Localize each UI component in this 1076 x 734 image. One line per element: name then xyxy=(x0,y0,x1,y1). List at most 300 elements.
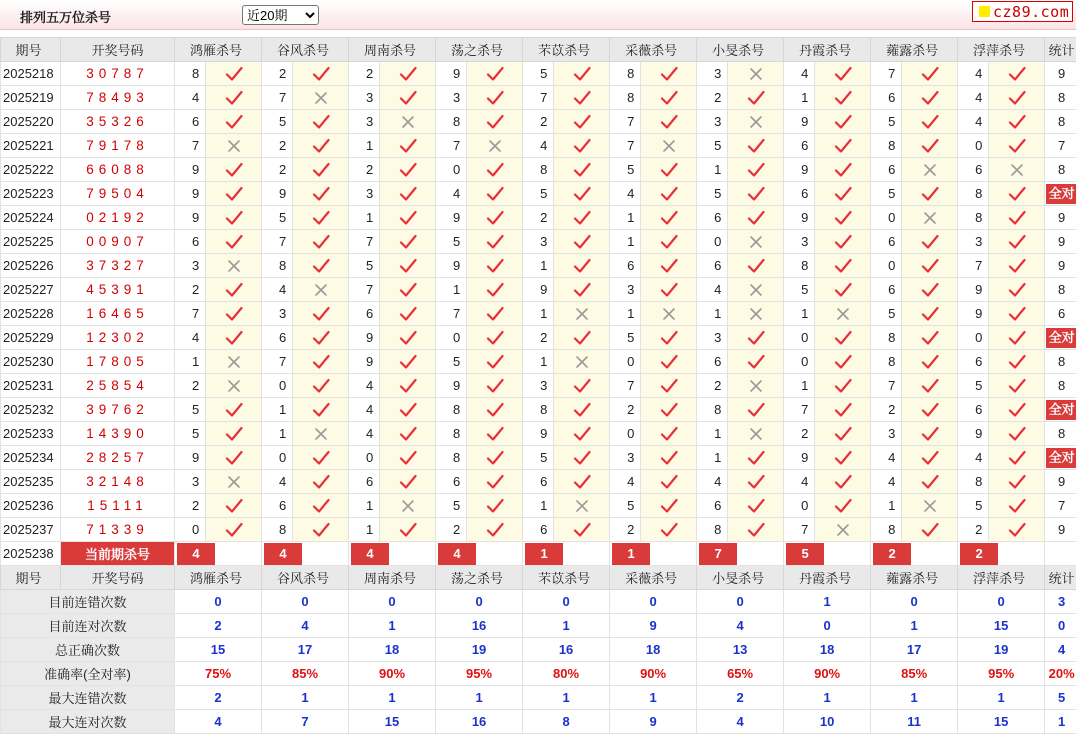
row-total: 9 xyxy=(1045,62,1076,86)
stat-row xyxy=(1,614,1076,638)
table-row xyxy=(1,62,1076,86)
kill-number: 9 xyxy=(523,278,554,302)
kill-number: 5 xyxy=(958,374,989,398)
kill-number: 2 xyxy=(262,158,293,182)
kill-number: 1 xyxy=(349,494,380,518)
kill-number: 7 xyxy=(784,518,815,542)
stat-value: 1 xyxy=(262,686,349,710)
stat-value: 1 xyxy=(610,686,697,710)
kill-number: 6 xyxy=(523,518,554,542)
kill-number: 3 xyxy=(610,278,641,302)
col-expert-4: 荡之杀号 xyxy=(436,38,523,62)
check-icon xyxy=(293,230,349,254)
check-icon xyxy=(467,278,523,302)
issue-number: 2025229 xyxy=(1,326,61,350)
stat-value: 9 xyxy=(610,614,697,638)
kill-number: 1 xyxy=(436,278,467,302)
kill-number: 4 xyxy=(958,110,989,134)
check-icon xyxy=(641,158,697,182)
kill-number: 4 xyxy=(784,62,815,86)
draw-number: 78493 xyxy=(61,86,175,110)
stat-value: 0 xyxy=(349,590,436,614)
kill-number: 3 xyxy=(610,446,641,470)
stat-value: 4 xyxy=(175,710,262,734)
col-expert-6: 采薇杀号 xyxy=(610,566,697,590)
check-icon xyxy=(467,350,523,374)
current-kill-number: 1 xyxy=(525,543,563,565)
check-icon xyxy=(293,158,349,182)
check-icon xyxy=(815,62,871,86)
check-icon xyxy=(641,62,697,86)
check-icon xyxy=(989,494,1045,518)
kill-number: 5 xyxy=(349,254,380,278)
check-icon xyxy=(728,254,784,278)
check-icon xyxy=(380,350,436,374)
kill-number: 8 xyxy=(436,110,467,134)
kill-number: 9 xyxy=(523,422,554,446)
cross-icon xyxy=(728,110,784,134)
top-bar xyxy=(0,0,1076,30)
kill-number: 0 xyxy=(784,326,815,350)
issue-number: 2025235 xyxy=(1,470,61,494)
check-icon xyxy=(728,206,784,230)
cross-icon xyxy=(728,422,784,446)
check-icon xyxy=(467,110,523,134)
check-icon xyxy=(989,62,1045,86)
check-icon xyxy=(641,398,697,422)
check-icon xyxy=(380,254,436,278)
cross-icon xyxy=(902,158,958,182)
stat-value: 18 xyxy=(610,638,697,662)
check-icon xyxy=(554,62,610,86)
row-total: 8 xyxy=(1045,350,1076,374)
kill-number: 9 xyxy=(349,326,380,350)
stat-value: 95% xyxy=(436,662,523,686)
stat-value: 10 xyxy=(784,710,871,734)
kill-number: 3 xyxy=(349,86,380,110)
row-total xyxy=(1045,398,1076,422)
check-icon xyxy=(467,254,523,278)
kill-number: 7 xyxy=(610,374,641,398)
kill-number: 7 xyxy=(871,374,902,398)
check-icon xyxy=(467,494,523,518)
stat-label: 目前连对次数 xyxy=(1,614,175,638)
kill-number: 5 xyxy=(871,182,902,206)
stat-value: 17 xyxy=(871,638,958,662)
check-icon xyxy=(467,374,523,398)
row-total: 9 xyxy=(1045,518,1076,542)
kill-number: 3 xyxy=(697,110,728,134)
check-icon xyxy=(815,134,871,158)
kill-number: 6 xyxy=(697,206,728,230)
kill-number: 9 xyxy=(784,158,815,182)
kill-number: 8 xyxy=(436,446,467,470)
kill-number: 6 xyxy=(958,350,989,374)
check-icon xyxy=(293,470,349,494)
kill-number: 7 xyxy=(610,110,641,134)
check-icon xyxy=(815,158,871,182)
kill-number: 9 xyxy=(175,446,206,470)
stat-value: 0 xyxy=(784,614,871,638)
col-expert-4: 荡之杀号 xyxy=(436,566,523,590)
current-kill-number: 7 xyxy=(699,543,737,565)
stat-value: 1 xyxy=(784,686,871,710)
kill-number: 8 xyxy=(871,326,902,350)
stat-total: 3 xyxy=(1045,590,1076,614)
check-icon xyxy=(989,134,1045,158)
kill-number: 6 xyxy=(262,494,293,518)
issue-number: 2025223 xyxy=(1,182,61,206)
kill-number: 8 xyxy=(958,206,989,230)
issue-number: 2025233 xyxy=(1,422,61,446)
cross-icon xyxy=(902,206,958,230)
kill-number: 5 xyxy=(958,494,989,518)
check-icon xyxy=(293,302,349,326)
draw-number: 79504 xyxy=(61,182,175,206)
kill-number: 8 xyxy=(523,158,554,182)
check-icon xyxy=(641,326,697,350)
check-icon xyxy=(902,278,958,302)
kill-number: 1 xyxy=(175,350,206,374)
table-row xyxy=(1,230,1076,254)
kill-number: 5 xyxy=(523,62,554,86)
stat-value: 7 xyxy=(262,710,349,734)
kill-number: 6 xyxy=(175,110,206,134)
check-icon xyxy=(293,446,349,470)
kill-number: 2 xyxy=(610,398,641,422)
cross-icon xyxy=(989,158,1045,182)
check-icon xyxy=(641,206,697,230)
stat-value: 16 xyxy=(436,614,523,638)
check-icon xyxy=(206,182,262,206)
check-icon xyxy=(728,494,784,518)
kill-number: 3 xyxy=(697,326,728,350)
check-icon xyxy=(989,278,1045,302)
check-icon xyxy=(815,206,871,230)
check-icon xyxy=(554,110,610,134)
stat-value: 11 xyxy=(871,710,958,734)
kill-number: 4 xyxy=(784,470,815,494)
check-icon xyxy=(380,374,436,398)
col-expert-7: 小旻杀号 xyxy=(697,38,784,62)
col-expert-1: 鸿雁杀号 xyxy=(175,566,262,590)
col-expert-2: 谷风杀号 xyxy=(262,566,349,590)
check-icon xyxy=(902,62,958,86)
kill-number: 6 xyxy=(871,86,902,110)
logo-square-icon xyxy=(979,6,990,17)
check-icon xyxy=(380,398,436,422)
stat-value: 16 xyxy=(436,710,523,734)
cross-icon xyxy=(728,62,784,86)
check-icon xyxy=(815,398,871,422)
current-kill-cell xyxy=(958,542,1045,566)
current-kill-number: 5 xyxy=(786,543,824,565)
stat-value: 9 xyxy=(610,710,697,734)
stat-value: 15 xyxy=(349,710,436,734)
kill-number: 1 xyxy=(523,494,554,518)
check-icon xyxy=(728,398,784,422)
col-expert-8: 丹霞杀号 xyxy=(784,38,871,62)
draw-number: 28257 xyxy=(61,446,175,470)
kill-number: 6 xyxy=(610,254,641,278)
stat-value: 1 xyxy=(784,590,871,614)
stat-value: 0 xyxy=(262,590,349,614)
kill-number: 2 xyxy=(262,134,293,158)
kill-number: 9 xyxy=(958,302,989,326)
check-icon xyxy=(206,398,262,422)
kill-number: 5 xyxy=(610,494,641,518)
kill-number: 9 xyxy=(784,206,815,230)
cross-icon xyxy=(902,494,958,518)
check-icon xyxy=(815,422,871,446)
check-icon xyxy=(902,134,958,158)
check-icon xyxy=(293,326,349,350)
kill-number: 8 xyxy=(871,134,902,158)
kill-number: 0 xyxy=(958,134,989,158)
stat-value: 1 xyxy=(958,686,1045,710)
stat-value: 4 xyxy=(697,614,784,638)
issue-number: 2025225 xyxy=(1,230,61,254)
kill-number: 5 xyxy=(436,230,467,254)
kill-number: 8 xyxy=(262,518,293,542)
kill-number: 5 xyxy=(697,182,728,206)
kill-number: 4 xyxy=(349,374,380,398)
kill-number: 8 xyxy=(262,254,293,278)
stat-value: 85% xyxy=(262,662,349,686)
current-kill-cell xyxy=(262,542,349,566)
issue-number: 2025231 xyxy=(1,374,61,398)
check-icon xyxy=(989,254,1045,278)
kill-number: 0 xyxy=(436,158,467,182)
check-icon xyxy=(989,110,1045,134)
check-icon xyxy=(467,326,523,350)
draw-number: 32148 xyxy=(61,470,175,494)
stat-value: 95% xyxy=(958,662,1045,686)
current-issue-number: 2025238 xyxy=(1,542,61,566)
stat-value: 0 xyxy=(871,590,958,614)
kill-number: 6 xyxy=(871,230,902,254)
site-logo[interactable] xyxy=(972,1,1073,22)
kill-number: 7 xyxy=(262,86,293,110)
kill-number: 1 xyxy=(784,374,815,398)
check-icon xyxy=(728,518,784,542)
issue-number: 2025219 xyxy=(1,86,61,110)
kill-number: 9 xyxy=(784,110,815,134)
col-expert-6: 采薇杀号 xyxy=(610,38,697,62)
kill-number: 6 xyxy=(697,254,728,278)
check-icon xyxy=(902,110,958,134)
check-icon xyxy=(902,398,958,422)
check-icon xyxy=(554,134,610,158)
draw-number: 17805 xyxy=(61,350,175,374)
table-row xyxy=(1,350,1076,374)
kill-number: 2 xyxy=(349,158,380,182)
stat-value: 1 xyxy=(523,686,610,710)
kill-number: 0 xyxy=(871,206,902,230)
kill-number: 2 xyxy=(523,326,554,350)
kill-number: 0 xyxy=(784,494,815,518)
kill-number: 5 xyxy=(523,446,554,470)
check-icon xyxy=(815,446,871,470)
kill-number: 6 xyxy=(349,470,380,494)
col-total: 统计 xyxy=(1045,38,1076,62)
period-select[interactable] xyxy=(242,5,319,25)
current-kill-cell xyxy=(871,542,958,566)
draw-number: 30787 xyxy=(61,62,175,86)
row-total: 9 xyxy=(1045,470,1076,494)
check-icon xyxy=(554,518,610,542)
issue-number: 2025228 xyxy=(1,302,61,326)
check-icon xyxy=(293,494,349,518)
check-icon xyxy=(902,326,958,350)
stat-value: 65% xyxy=(697,662,784,686)
kill-number: 6 xyxy=(784,182,815,206)
current-kill-number: 4 xyxy=(264,543,302,565)
draw-number: 71339 xyxy=(61,518,175,542)
kill-number: 9 xyxy=(175,158,206,182)
row-total: 6 xyxy=(1045,302,1076,326)
cross-icon xyxy=(815,518,871,542)
table-row xyxy=(1,326,1076,350)
stat-value: 85% xyxy=(871,662,958,686)
kill-number: 2 xyxy=(436,518,467,542)
col-draw: 开奖号码 xyxy=(61,38,175,62)
kill-number: 7 xyxy=(175,134,206,158)
current-total xyxy=(1045,542,1076,566)
stat-value: 1 xyxy=(871,614,958,638)
kill-number: 8 xyxy=(871,350,902,374)
check-icon xyxy=(815,470,871,494)
kill-number: 8 xyxy=(436,398,467,422)
all-correct-badge: 全对 xyxy=(1046,184,1076,204)
check-icon xyxy=(293,398,349,422)
kill-number: 5 xyxy=(610,326,641,350)
kill-number: 9 xyxy=(349,350,380,374)
kill-number: 2 xyxy=(697,374,728,398)
kill-number: 7 xyxy=(349,278,380,302)
check-icon xyxy=(206,86,262,110)
draw-number: 66088 xyxy=(61,158,175,182)
check-icon xyxy=(206,278,262,302)
cross-icon xyxy=(293,422,349,446)
cross-icon xyxy=(815,302,871,326)
check-icon xyxy=(902,302,958,326)
check-icon xyxy=(554,278,610,302)
kill-number: 2 xyxy=(349,62,380,86)
kill-number: 2 xyxy=(871,398,902,422)
check-icon xyxy=(815,374,871,398)
check-icon xyxy=(989,422,1045,446)
kill-number: 4 xyxy=(697,278,728,302)
current-kill-label: 当前期杀号 xyxy=(61,542,175,566)
kill-number: 6 xyxy=(523,470,554,494)
table-row xyxy=(1,110,1076,134)
kill-number: 3 xyxy=(349,182,380,206)
check-icon xyxy=(380,470,436,494)
check-icon xyxy=(989,302,1045,326)
table-row xyxy=(1,254,1076,278)
table-row xyxy=(1,182,1076,206)
row-total: 7 xyxy=(1045,494,1076,518)
row-total: 8 xyxy=(1045,110,1076,134)
current-kill-number: 2 xyxy=(960,543,998,565)
kill-number: 3 xyxy=(175,470,206,494)
issue-number: 2025218 xyxy=(1,62,61,86)
kill-number: 6 xyxy=(697,494,728,518)
kill-number: 8 xyxy=(610,86,641,110)
kill-number: 6 xyxy=(958,158,989,182)
row-total: 8 xyxy=(1045,86,1076,110)
draw-number: 12302 xyxy=(61,326,175,350)
current-kill-cell xyxy=(523,542,610,566)
kill-number: 0 xyxy=(784,350,815,374)
check-icon xyxy=(554,326,610,350)
issue-number: 2025221 xyxy=(1,134,61,158)
kill-number: 1 xyxy=(349,518,380,542)
check-icon xyxy=(902,254,958,278)
draw-number: 45391 xyxy=(61,278,175,302)
check-icon xyxy=(641,422,697,446)
issue-number: 2025234 xyxy=(1,446,61,470)
table-row xyxy=(1,158,1076,182)
stat-value: 16 xyxy=(523,638,610,662)
kill-number: 9 xyxy=(436,374,467,398)
stat-value: 90% xyxy=(349,662,436,686)
kill-number: 2 xyxy=(175,374,206,398)
check-icon xyxy=(206,518,262,542)
all-correct-badge: 全对 xyxy=(1046,448,1076,468)
current-kill-number: 2 xyxy=(873,543,911,565)
kill-number: 6 xyxy=(436,470,467,494)
kill-number: 0 xyxy=(610,350,641,374)
kill-number: 5 xyxy=(784,278,815,302)
draw-number: 39762 xyxy=(61,398,175,422)
check-icon xyxy=(380,326,436,350)
kill-number: 4 xyxy=(523,134,554,158)
check-icon xyxy=(293,350,349,374)
kill-number: 1 xyxy=(697,302,728,326)
kill-number: 1 xyxy=(610,206,641,230)
kill-number: 9 xyxy=(958,422,989,446)
draw-number: 35326 xyxy=(61,110,175,134)
col-expert-10: 浮萍杀号 xyxy=(958,38,1045,62)
stat-value: 0 xyxy=(610,590,697,614)
stat-label: 最大连错次数 xyxy=(1,686,175,710)
cross-icon xyxy=(554,494,610,518)
kill-number: 1 xyxy=(523,254,554,278)
kill-number: 5 xyxy=(262,206,293,230)
stat-value: 0 xyxy=(175,590,262,614)
check-icon xyxy=(989,182,1045,206)
kill-number: 4 xyxy=(958,446,989,470)
cross-icon xyxy=(641,134,697,158)
check-icon xyxy=(989,446,1045,470)
col-total: 统计 xyxy=(1045,566,1076,590)
check-icon xyxy=(380,206,436,230)
check-icon xyxy=(467,470,523,494)
kill-number: 2 xyxy=(523,206,554,230)
check-icon xyxy=(554,374,610,398)
stat-value: 75% xyxy=(175,662,262,686)
stat-total: 5 xyxy=(1045,686,1076,710)
stat-value: 8 xyxy=(523,710,610,734)
check-icon xyxy=(641,86,697,110)
stat-value: 4 xyxy=(262,614,349,638)
kill-number: 2 xyxy=(958,518,989,542)
check-icon xyxy=(641,230,697,254)
stat-row xyxy=(1,686,1076,710)
check-icon xyxy=(989,374,1045,398)
